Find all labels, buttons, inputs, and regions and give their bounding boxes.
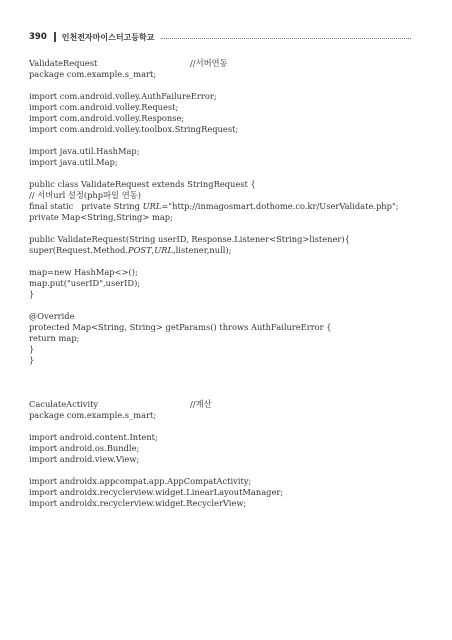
code-line: return map; (29, 333, 80, 343)
code-line-super (29, 245, 429, 256)
code-line: @Override (29, 311, 75, 321)
code-line: package com.example.s_mart; (29, 410, 157, 420)
code-line: private Map<String,String> map; (29, 212, 173, 222)
page-number: 390 (29, 32, 47, 42)
header-separator (54, 32, 56, 42)
code-fragment: final static private String (29, 201, 143, 211)
section-title-validaterequest (29, 58, 429, 69)
code-line: import android.content.Intent; (29, 432, 158, 442)
code-fragment-italic: URL (142, 201, 162, 211)
code-line: map.put("userID",userID); (29, 278, 141, 288)
code-line: import java.util.Map; (29, 157, 118, 167)
code-fragment: , (151, 245, 155, 255)
code-line: } (29, 289, 35, 299)
code-listing (29, 58, 429, 509)
code-line: } (29, 344, 35, 354)
school-name: 인천전자마이스터고등학교 (61, 32, 155, 42)
code-line: import androidx.recyclerview.widget.RecyclerView; (29, 498, 247, 508)
section-title-caculateactivity (29, 399, 429, 410)
code-line: } (29, 355, 35, 365)
section-comment: //서버연동 (190, 58, 228, 68)
code-line: import androidx.appcompat.app.AppCompatActivity; (29, 476, 252, 486)
code-line: import com.android.volley.toolbox.StringRequest; (29, 124, 239, 134)
code-line: import com.android.volley.Response; (29, 113, 185, 123)
code-fragment-italic: POST (128, 245, 152, 255)
section-title: CaculateActivity (29, 399, 99, 409)
code-fragment: ,listener,null); (173, 245, 232, 255)
section-title: ValidateRequest (29, 58, 98, 68)
code-line: package com.example.s_mart; (29, 69, 157, 79)
code-fragment: ="http://inmagosmart.dothome.co.kr/UserValidate.php"; (161, 201, 399, 211)
code-line: protected Map<String, String> getParams() throws AuthFailureError { (29, 322, 332, 332)
section-comment: //계산 (190, 399, 212, 409)
code-line: public ValidateRequest(String userID, Response.Listener<String>listener){ (29, 234, 350, 244)
code-line: public class ValidateRequest extends StringRequest { (29, 179, 256, 189)
page-header (29, 30, 411, 44)
code-fragment-italic: URL (154, 245, 174, 255)
code-line: map=new HashMap<>(); (29, 267, 138, 277)
code-line: import android.view.View; (29, 454, 140, 464)
code-line-url (29, 201, 429, 212)
code-line: import androidx.recyclerview.widget.LinearLayoutManager; (29, 487, 284, 497)
code-line: import com.android.volley.AuthFailureError; (29, 91, 217, 101)
code-line: import com.android.volley.Request; (29, 102, 179, 112)
code-fragment: super(Request.Method. (29, 245, 129, 255)
code-line: import java.util.HashMap; (29, 146, 140, 156)
code-comment-line: // 서버url 설정(php파일 연동) (29, 190, 142, 200)
code-line: import android.os.Bundle; (29, 443, 140, 453)
header-dotted-rule (161, 38, 412, 39)
